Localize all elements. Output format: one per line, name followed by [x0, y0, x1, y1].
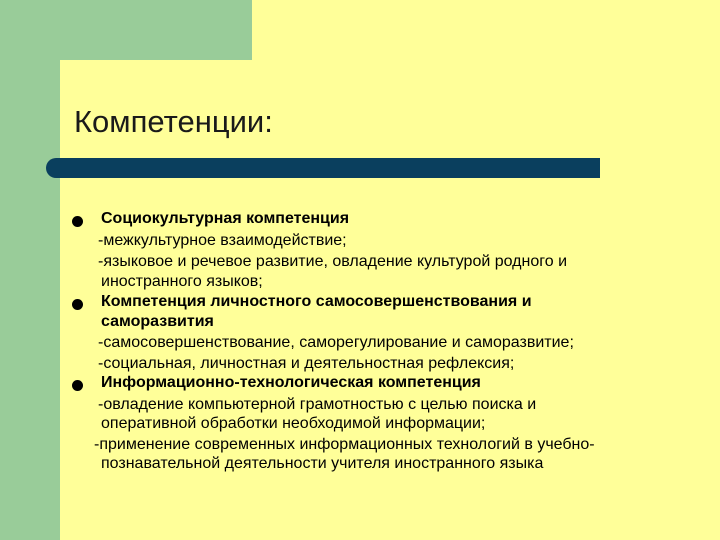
list-item-heading: Информационно-технологическая компетенция	[101, 374, 481, 391]
slide-title: Компетенции:	[74, 104, 273, 139]
list-item-detail: -самосовершенствование, саморегулирование и саморазвитие;	[98, 334, 574, 351]
bullet-icon	[72, 216, 83, 227]
list-item-detail: -овладение компьютерной грамотностью с целью поиска и	[98, 396, 537, 413]
list-item-heading: саморазвития	[101, 313, 214, 330]
list-item-detail: -языковое и речевое развитие, овладение культурой родного и	[98, 253, 568, 270]
list-item-detail: познавательной деятельности учителя иностранного языка	[101, 455, 544, 472]
list-item-heading: Компетенция личностного самосовершенствования и	[101, 293, 532, 310]
bullet-icon	[72, 299, 83, 310]
list-item-heading: Социокультурная компетенция	[101, 210, 350, 227]
list-item-detail: -социальная, личностная и деятельностная рефлексия;	[98, 355, 515, 372]
bullet-icon	[72, 380, 83, 391]
list-item-detail: -межкультурное взаимодействие;	[98, 232, 347, 249]
list-item-detail: иностранного языков;	[101, 273, 263, 290]
list-item-detail: оперативной обработки необходимой информации;	[101, 415, 486, 432]
list-item-detail: -применение современных информационных технологий в учебно-	[94, 436, 595, 453]
